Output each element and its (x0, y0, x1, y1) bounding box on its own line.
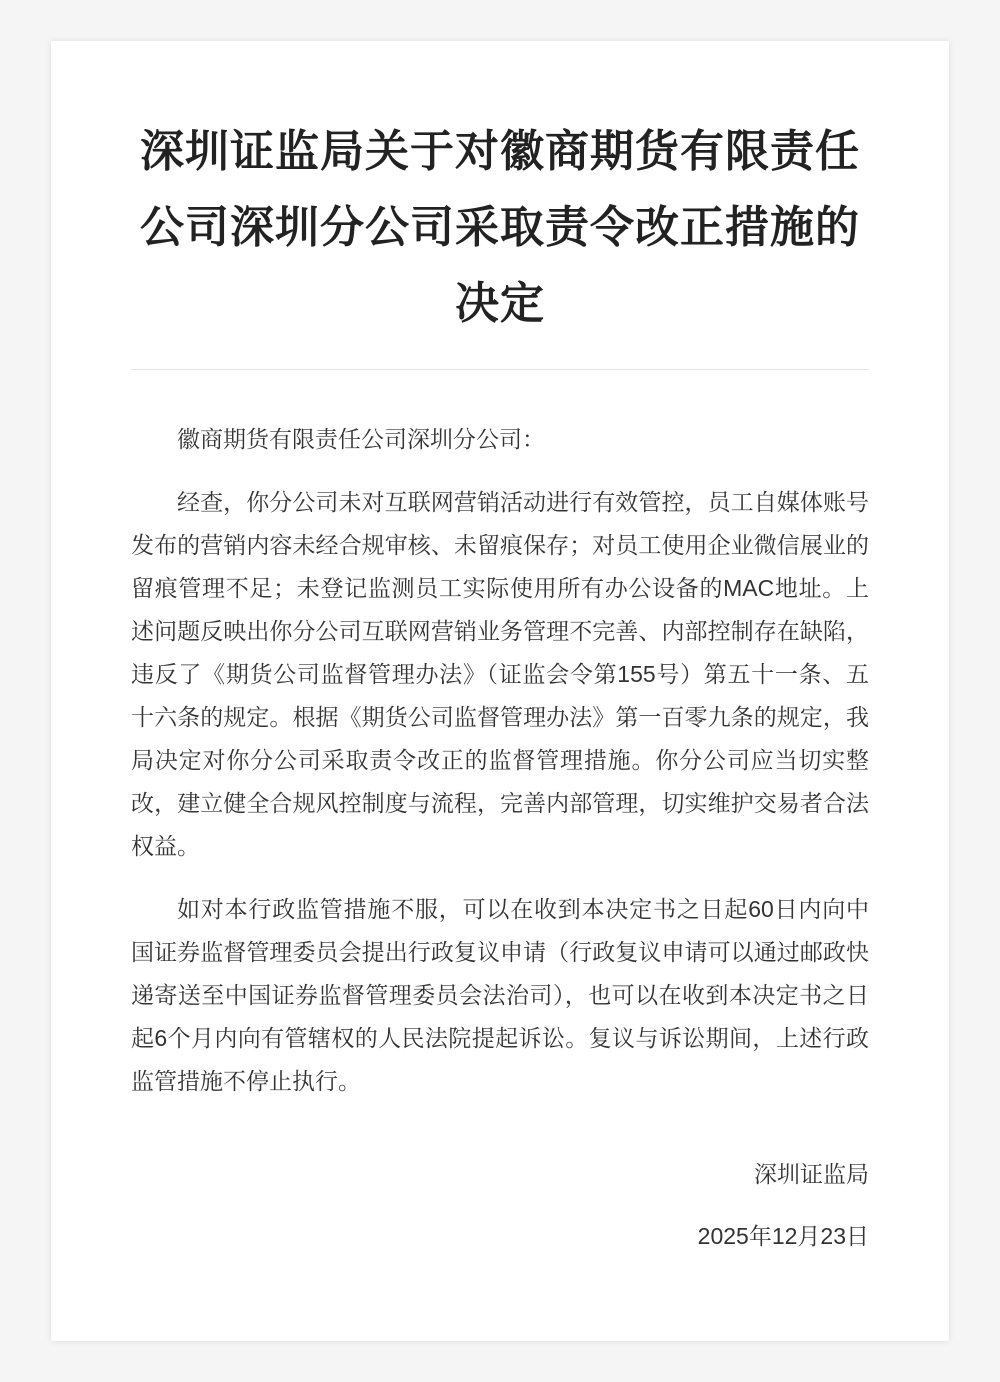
salutation: 徽商期货有限责任公司深圳分公司： (177, 426, 545, 452)
document-body (131, 418, 869, 1103)
title-divider (131, 369, 869, 370)
document-page (51, 41, 949, 1341)
paragraph-findings: 经查，你分公司未对互联网营销活动进行有效管控，员工自媒体账号发布的营销内容未经合规审核、未留痕保存；对员工使用企业微信展业的留痕管理不足；未登记监测员工实际使用所有办公设备的MAC地址。上述问题反映出你分公司互联网营销业务管理不完善、内部控制存在缺陷，违反了《期货公司监督管理办法》（证监会令第155号）第五十一条、五十六条的规定。根据《期货公司监督管理办法》第一百零九条的规定，我局决定对你分公司采取责令改正的监督管理措施。你分公司应当切实整改，建立健全合规风控制度与流程，完善内部管理，切实维护交易者合法权益。 (131, 489, 869, 859)
document-title: 深圳证监局关于对徽商期货有限责任公司深圳分公司采取责令改正措施的决定 (140, 127, 860, 328)
issue-date: 2025年12月23日 (697, 1223, 869, 1249)
issuer-signature: 深圳证监局 (754, 1161, 869, 1187)
paragraph-remedies: 如对本行政监管措施不服，可以在收到本决定书之日起60日内向中国证券监督管理委员会提出行政复议申请（行政复议申请可以通过邮政快递寄送至中国证券监督管理委员会法治司），也可以在收到本决定书之日起6个月内向有管辖权的人民法院提起诉讼。复议与诉讼期间，上述行政监管措施不停止执行。 (131, 896, 869, 1094)
